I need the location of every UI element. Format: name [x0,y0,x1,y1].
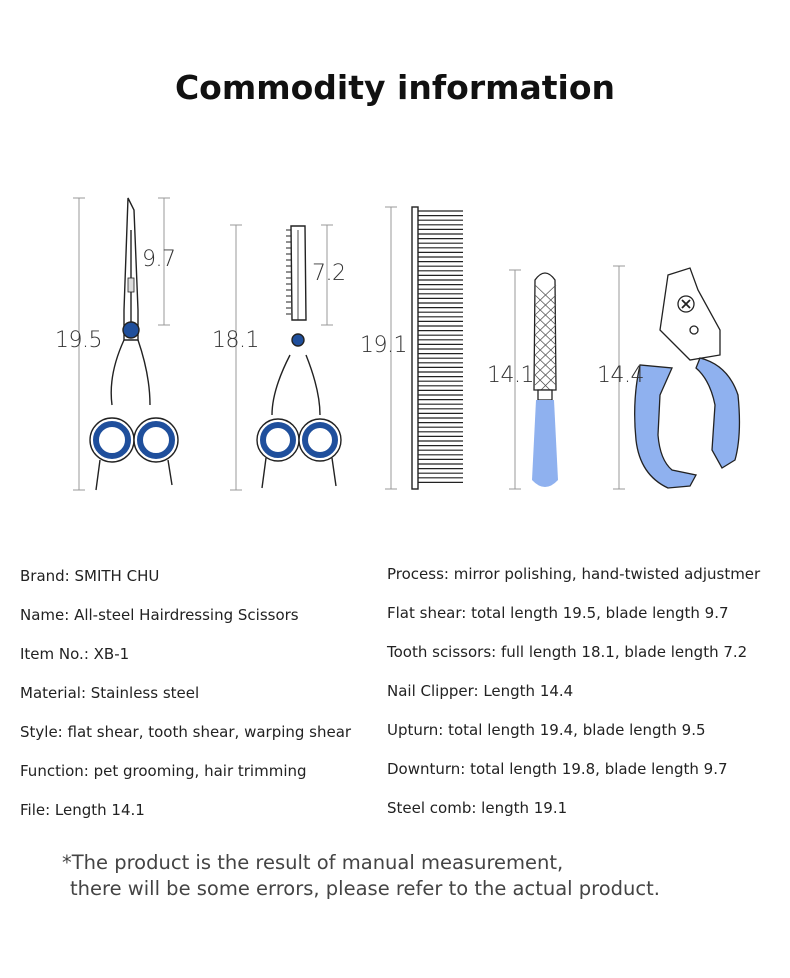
spec-upturn: Upturn: total length 19.4, blade length 9.5 [387,721,706,739]
spec-downturn: Downturn: total length 19.8, blade length 9.7 [387,760,728,778]
spec-flat-shear: Flat shear: total length 19.5, blade length 9.7 [387,604,729,622]
steel-comb-length: 19.1 [360,333,407,358]
measurement-disclaimer [62,850,660,902]
file-illustration [532,273,558,487]
specs-left-column [20,555,351,830]
product-dimension-figure [0,190,790,500]
tooth-shear-blade-length: 7.2 [312,261,346,286]
page-title: Commodity information [174,68,616,107]
spec-nail-clipper: Nail Clipper: Length 14.4 [387,682,574,700]
flat-shear-blade-length: 9.7 [142,247,176,272]
spec-brand: Brand: SMITH CHU [20,567,160,585]
flat-shear-total-length: 19.5 [55,328,102,353]
spec-process: Process: mirror polishing, hand-twisted adjustmer [387,565,761,583]
tooth-shear-total-length: 18.1 [212,328,259,353]
spec-material: Material: Stainless steel [20,684,200,702]
spec-file: File: Length 14.1 [20,801,145,819]
file-length: 14.1 [487,363,534,388]
nail-clipper-illustration [635,268,740,488]
spec-style: Style: flat shear, tooth shear, warping shear [20,723,352,741]
disclaimer-line-1: *The product is the result of manual measurement, [62,851,564,874]
steel-comb-illustration [412,207,463,489]
disclaimer-line-2: there will be some errors, please refer to the actual product. [70,877,660,900]
spec-tooth-scissors: Tooth scissors: full length 18.1, blade length 7.2 [387,643,748,661]
spec-item-no: Item No.: XB-1 [20,645,130,663]
spec-steel-comb: Steel comb: length 19.1 [387,799,568,817]
spec-function: Function: pet grooming, hair trimming [20,762,307,780]
flat-shear-illustration [90,198,178,490]
nail-clipper-length: 14.4 [597,363,644,388]
specs-right-column [387,555,760,828]
spec-name: Name: All-steel Hairdressing Scissors [20,606,299,624]
